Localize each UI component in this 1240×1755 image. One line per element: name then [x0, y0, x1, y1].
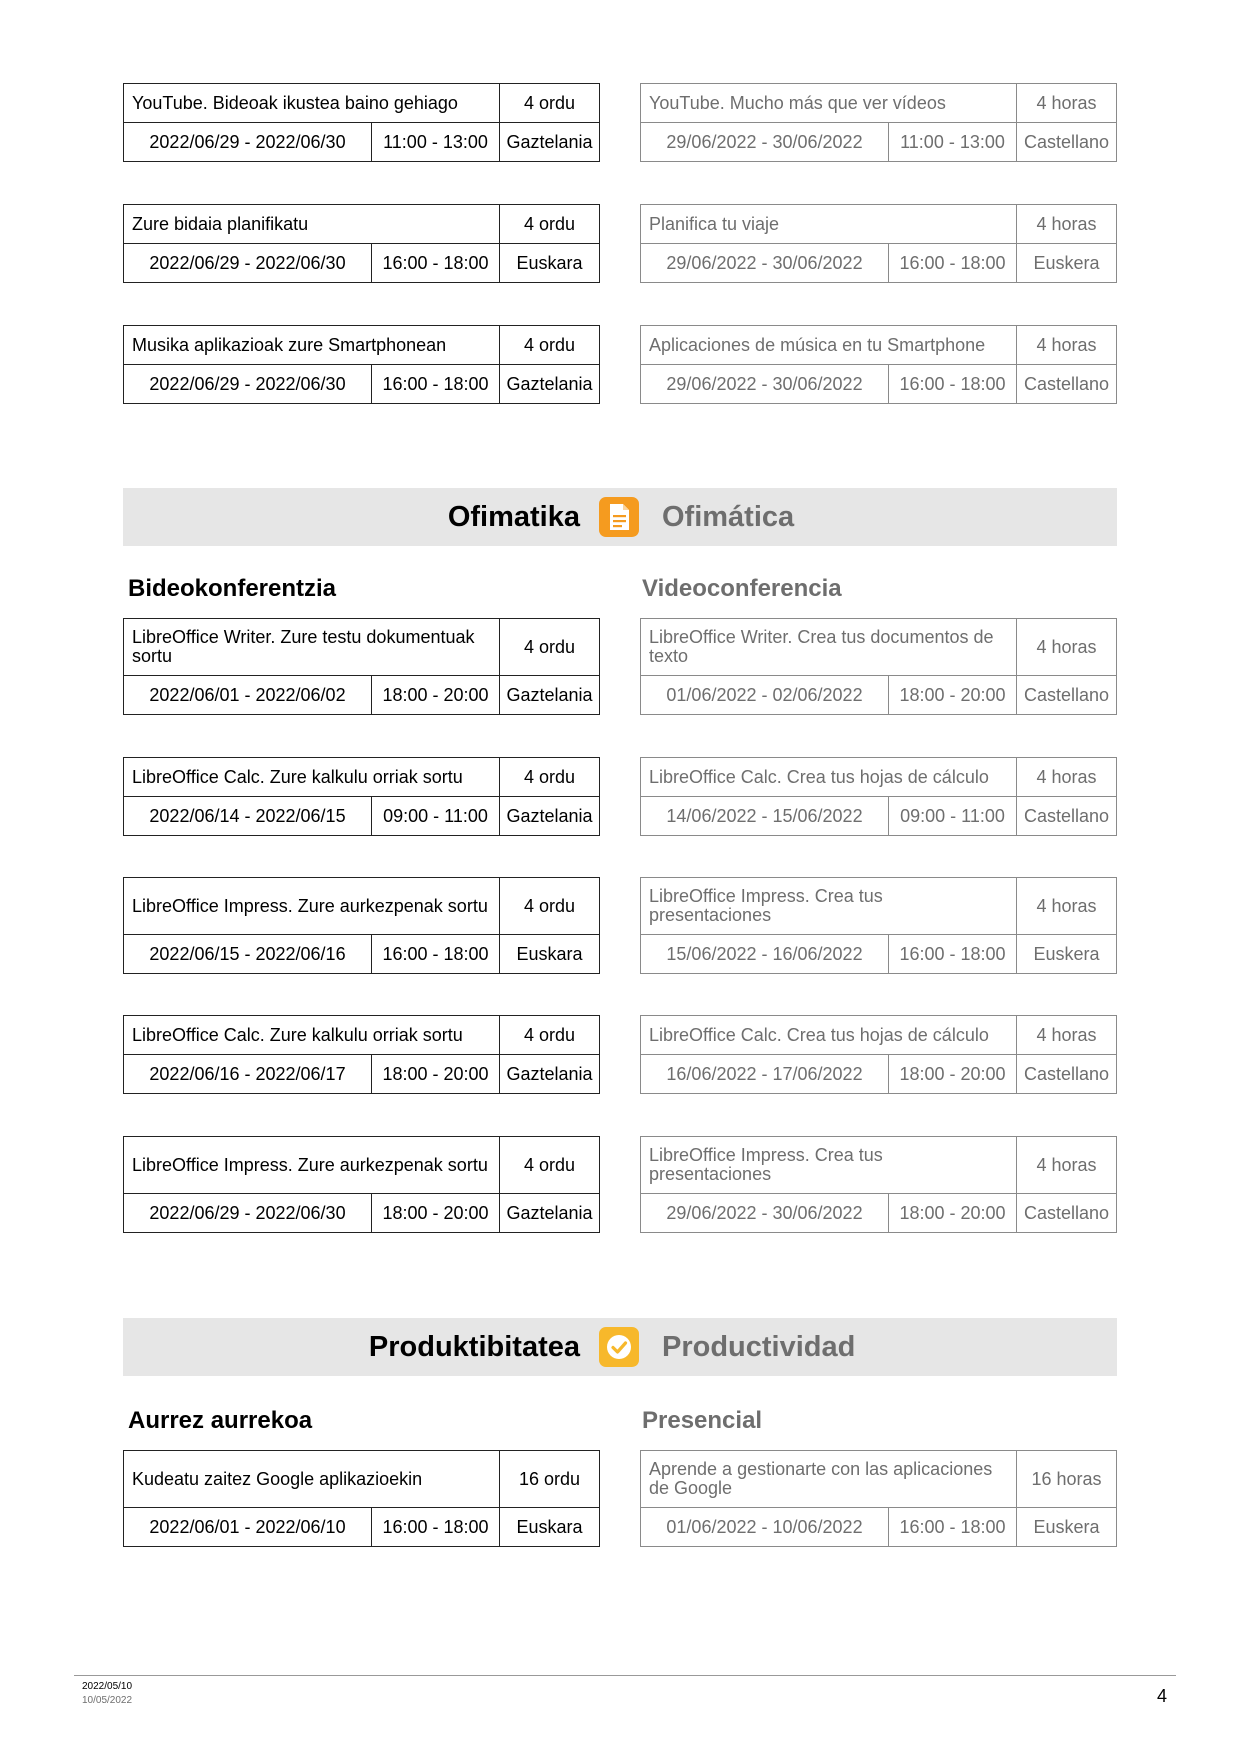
section-title-eu: Produktibitatea — [368, 1330, 580, 1363]
course-title: YouTube. Bideoak ikustea baino gehiago — [124, 84, 500, 122]
course-title: LibreOffice Impress. Zure aurkezpenak sortu — [124, 878, 500, 934]
course-time: 09:00 - 11:00 — [889, 797, 1017, 835]
course-title: Kudeatu zaitez Google aplikazioekin — [124, 1451, 500, 1507]
course-dates: 2022/06/16 - 2022/06/17 — [124, 1055, 372, 1093]
course-language: Euskera — [1033, 252, 1100, 273]
course-hours: 4 horas — [1036, 213, 1097, 234]
course-hours: 4 horas — [1036, 1024, 1097, 1045]
course-language: Castellano — [1023, 805, 1110, 826]
course-dates: 16/06/2022 - 17/06/2022 — [641, 1055, 889, 1093]
course-language: Gaztelania — [506, 131, 593, 152]
subheading-eu: Aurrez aurrekoa — [128, 1407, 313, 1434]
course-time: 11:00 - 13:00 — [889, 123, 1017, 161]
course-hours: 4 ordu — [523, 895, 576, 916]
course-card-eu — [123, 1450, 600, 1547]
course-dates: 2022/06/29 - 2022/06/30 — [124, 1194, 372, 1232]
course-title: Aprende a gestionarte con las aplicaciones de Google — [641, 1451, 1017, 1507]
course-card-es — [640, 325, 1117, 404]
course-card-es — [640, 877, 1117, 974]
course-time: 16:00 - 18:00 — [889, 365, 1017, 403]
course-language: Euskera — [1033, 1516, 1100, 1537]
checkmark-icon — [599, 1327, 639, 1367]
course-title: LibreOffice Impress. Zure aurkezpenak sortu — [124, 1137, 500, 1193]
course-title: Planifica tu viaje — [641, 205, 1017, 243]
course-title: LibreOffice Impress. Crea tus presentaciones — [641, 878, 1017, 934]
course-time: 18:00 - 20:00 — [372, 676, 500, 714]
course-dates: 29/06/2022 - 30/06/2022 — [641, 365, 889, 403]
footer-date-es: 10/05/2022 — [82, 1695, 133, 1706]
course-language: Castellano — [1023, 1202, 1110, 1223]
course-title: Musika aplikazioak zure Smartphonean — [124, 326, 500, 364]
subheading-eu: Bideokonferentzia — [128, 575, 337, 602]
course-hours: 4 ordu — [523, 92, 576, 113]
course-title: LibreOffice Calc. Crea tus hojas de cálculo — [641, 1016, 1017, 1054]
course-time: 18:00 - 20:00 — [889, 1055, 1017, 1093]
course-card-eu — [123, 618, 600, 715]
course-dates: 2022/06/01 - 2022/06/02 — [124, 676, 372, 714]
course-card-es — [640, 757, 1117, 836]
course-time: 18:00 - 20:00 — [372, 1194, 500, 1232]
course-card-es — [640, 83, 1117, 162]
course-dates: 2022/06/01 - 2022/06/10 — [124, 1508, 372, 1546]
section-title-eu: Ofimatika — [447, 500, 580, 533]
course-card-eu — [123, 877, 600, 974]
course-dates: 2022/06/15 - 2022/06/16 — [124, 935, 372, 973]
course-title: LibreOffice Calc. Crea tus hojas de cálculo — [641, 758, 1017, 796]
course-hours: 4 ordu — [523, 1154, 576, 1175]
course-time: 18:00 - 20:00 — [889, 676, 1017, 714]
course-time: 09:00 - 11:00 — [372, 797, 500, 835]
course-language: Euskara — [516, 1516, 583, 1537]
course-title: Zure bidaia planifikatu — [124, 205, 500, 243]
course-hours: 4 horas — [1036, 895, 1097, 916]
course-hours: 4 ordu — [523, 766, 576, 787]
course-hours: 4 ordu — [523, 334, 576, 355]
course-hours: 4 horas — [1036, 636, 1097, 657]
course-card-eu — [123, 1136, 600, 1233]
course-language: Castellano — [1023, 373, 1110, 394]
course-hours: 4 horas — [1036, 1154, 1097, 1175]
course-language: Castellano — [1023, 131, 1110, 152]
course-time: 16:00 - 18:00 — [372, 935, 500, 973]
course-hours: 4 ordu — [523, 1024, 576, 1045]
course-time: 16:00 - 18:00 — [889, 1508, 1017, 1546]
course-time: 16:00 - 18:00 — [372, 365, 500, 403]
course-card-eu — [123, 83, 600, 162]
course-dates: 29/06/2022 - 30/06/2022 — [641, 1194, 889, 1232]
course-language: Gaztelania — [506, 1063, 593, 1084]
course-dates: 2022/06/14 - 2022/06/15 — [124, 797, 372, 835]
course-hours: 4 ordu — [523, 636, 576, 657]
course-title: LibreOffice Calc. Zure kalkulu orriak sortu — [124, 1016, 500, 1054]
course-time: 16:00 - 18:00 — [889, 244, 1017, 282]
footer-divider — [74, 1675, 1176, 1676]
course-card-es — [640, 1015, 1117, 1094]
page-number: 4 — [1157, 1686, 1168, 1706]
course-card-es — [640, 618, 1117, 715]
course-time: 18:00 - 20:00 — [372, 1055, 500, 1093]
section-banner-produktibitatea — [123, 1318, 1117, 1376]
footer-date-eu: 2022/05/10 — [82, 1681, 133, 1692]
course-card-eu — [123, 325, 600, 404]
course-card-es — [640, 1450, 1117, 1547]
course-hours: 4 ordu — [523, 213, 576, 234]
course-dates: 2022/06/29 - 2022/06/30 — [124, 123, 372, 161]
course-dates: 01/06/2022 - 10/06/2022 — [641, 1508, 889, 1546]
course-dates: 14/06/2022 - 15/06/2022 — [641, 797, 889, 835]
course-hours: 4 horas — [1036, 334, 1097, 355]
document-icon — [599, 497, 639, 537]
course-title: LibreOffice Writer. Zure testu dokumentuak sortu — [124, 619, 500, 675]
course-dates: 01/06/2022 - 02/06/2022 — [641, 676, 889, 714]
course-time: 16:00 - 18:00 — [372, 1508, 500, 1546]
subheading-es: Presencial — [642, 1407, 763, 1434]
course-time: 16:00 - 18:00 — [372, 244, 500, 282]
course-card-es — [640, 204, 1117, 283]
course-card-es — [640, 1136, 1117, 1233]
course-language: Euskera — [1033, 943, 1100, 964]
section-title-es: Productividad — [662, 1330, 856, 1363]
course-time: 18:00 - 20:00 — [889, 1194, 1017, 1232]
course-language: Castellano — [1023, 684, 1110, 705]
course-card-eu — [123, 204, 600, 283]
course-language: Gaztelania — [506, 1202, 593, 1223]
course-hours: 16 ordu — [518, 1468, 581, 1489]
course-language: Gaztelania — [506, 684, 593, 705]
course-language: Gaztelania — [506, 805, 593, 826]
course-hours: 16 horas — [1031, 1468, 1102, 1489]
course-card-eu — [123, 1015, 600, 1094]
course-title: YouTube. Mucho más que ver vídeos — [641, 84, 1017, 122]
course-language: Euskara — [516, 943, 583, 964]
section-banner-ofimatika — [123, 488, 1117, 546]
section-title-es: Ofimática — [662, 500, 795, 533]
course-language: Euskara — [516, 252, 583, 273]
course-title: LibreOffice Writer. Crea tus documentos de texto — [641, 619, 1017, 675]
course-card-eu — [123, 757, 600, 836]
course-time: 11:00 - 13:00 — [372, 123, 500, 161]
course-dates: 2022/06/29 - 2022/06/30 — [124, 244, 372, 282]
course-dates: 29/06/2022 - 30/06/2022 — [641, 244, 889, 282]
course-hours: 4 horas — [1036, 766, 1097, 787]
course-language: Gaztelania — [506, 373, 593, 394]
course-time: 16:00 - 18:00 — [889, 935, 1017, 973]
course-dates: 15/06/2022 - 16/06/2022 — [641, 935, 889, 973]
course-language: Castellano — [1023, 1063, 1110, 1084]
course-title: Aplicaciones de música en tu Smartphone — [641, 326, 1017, 364]
course-title: LibreOffice Calc. Zure kalkulu orriak sortu — [124, 758, 500, 796]
course-dates: 29/06/2022 - 30/06/2022 — [641, 123, 889, 161]
course-hours: 4 horas — [1036, 92, 1097, 113]
subheading-es: Videoconferencia — [642, 575, 842, 602]
course-dates: 2022/06/29 - 2022/06/30 — [124, 365, 372, 403]
course-title: LibreOffice Impress. Crea tus presentaciones — [641, 1137, 1017, 1193]
